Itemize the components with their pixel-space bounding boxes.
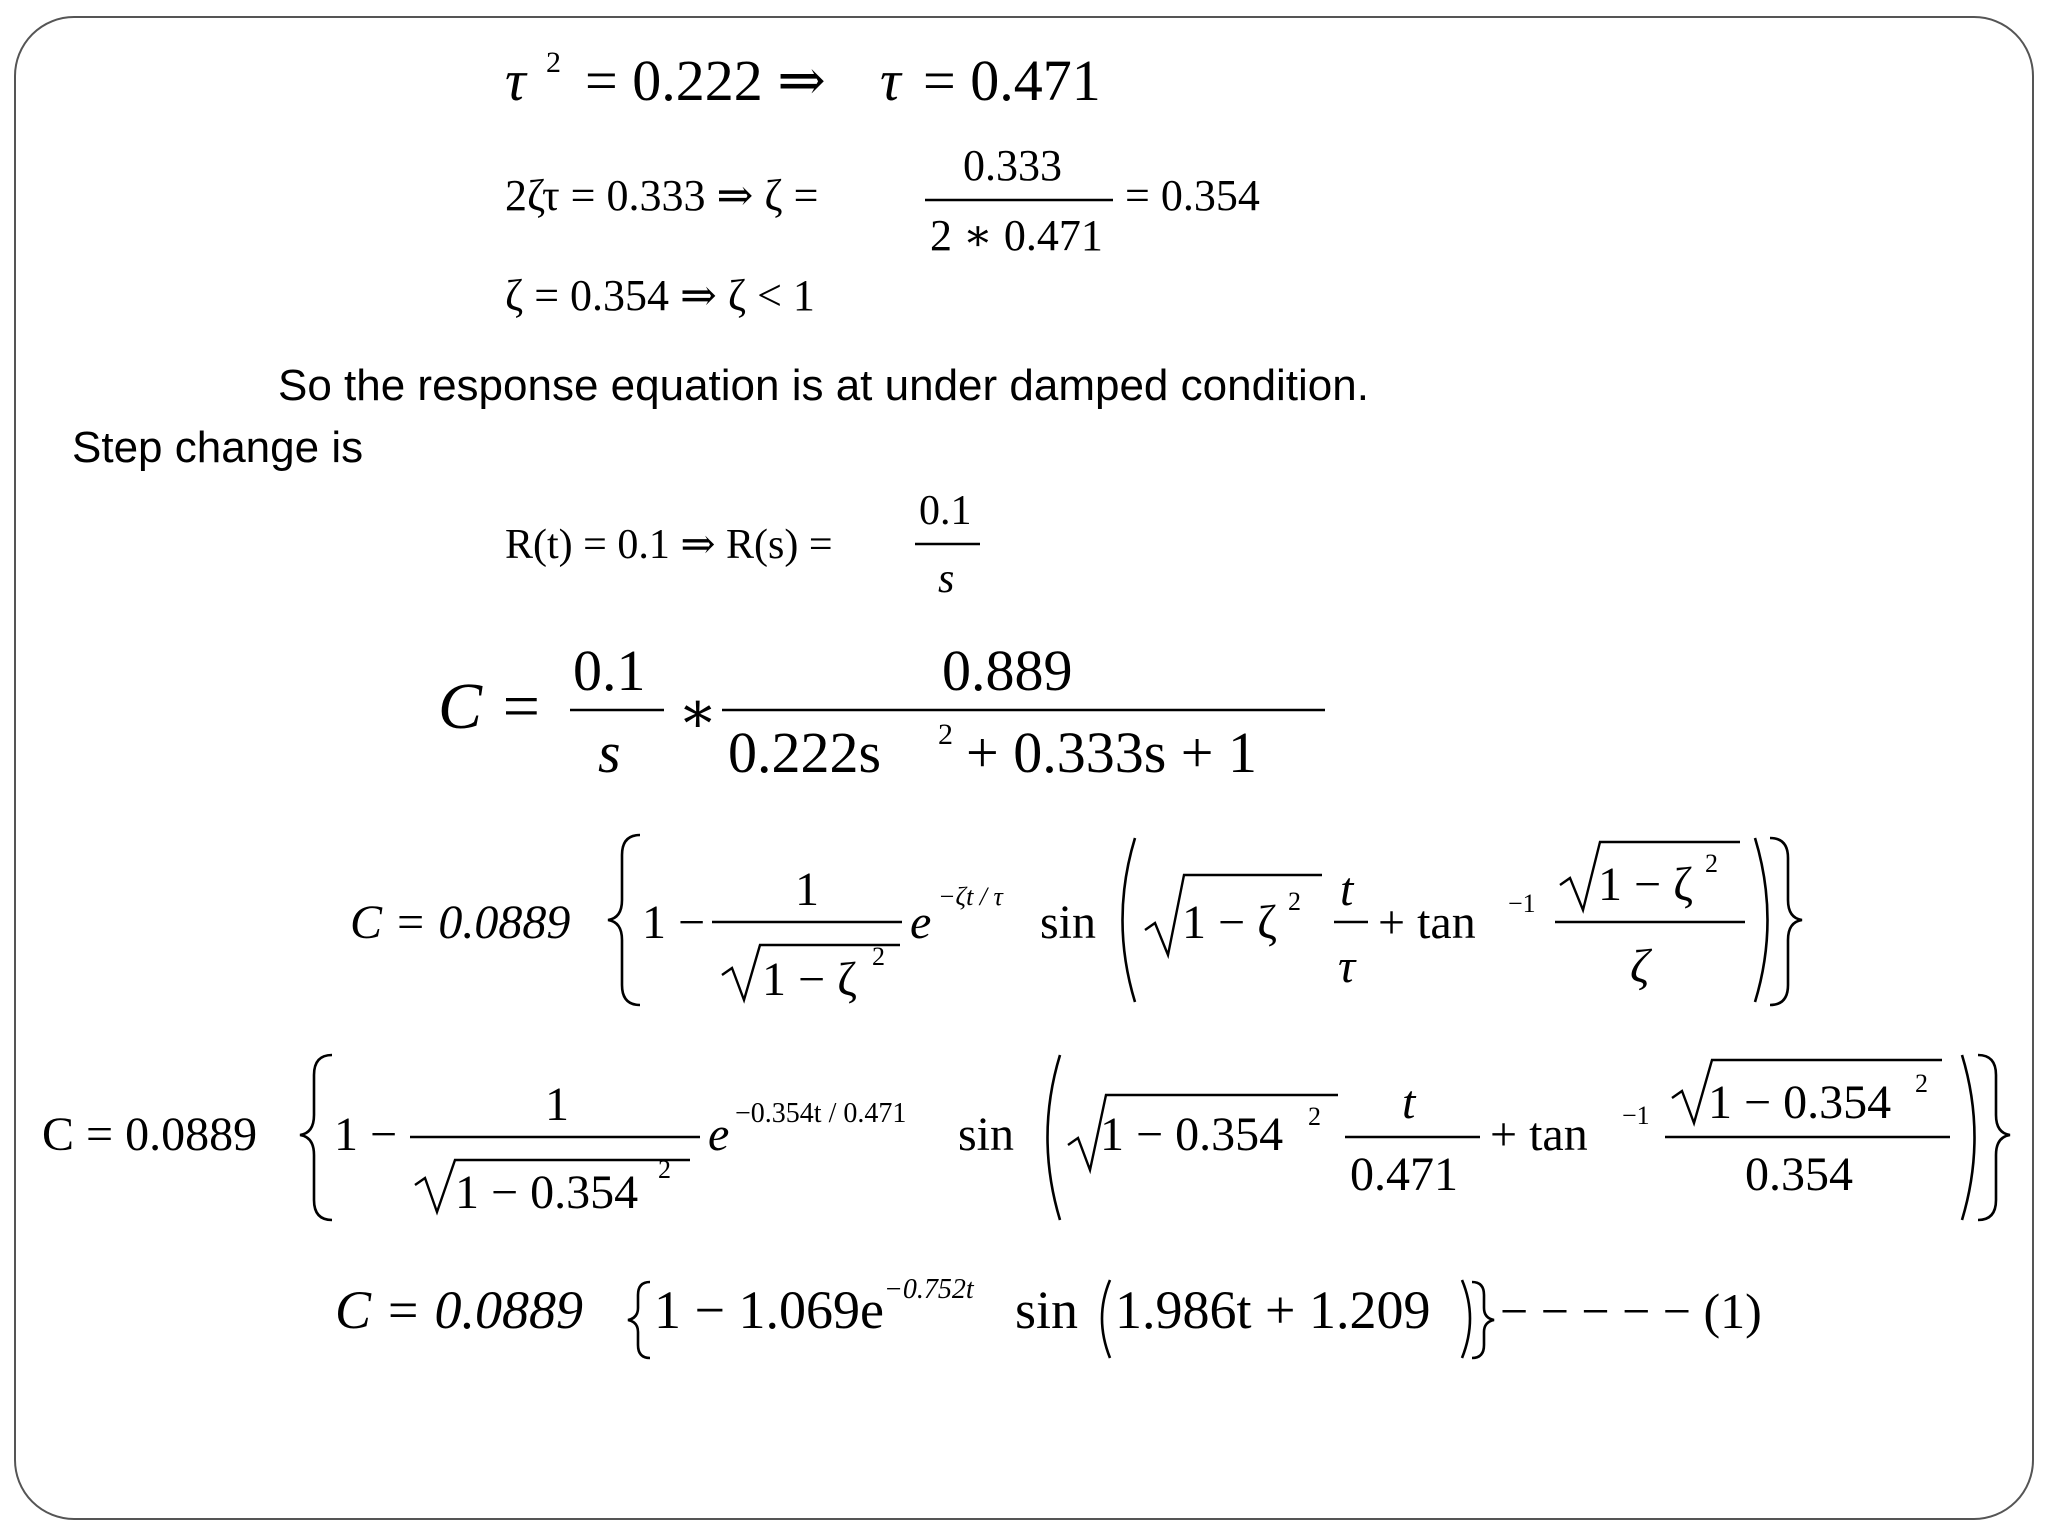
c-general-den2: ζ (1630, 940, 1650, 993)
c-general-left-brace (608, 835, 640, 1005)
c-transfer-den1: s (598, 720, 621, 785)
c-numeric-lhs: C = 0.0889 (42, 1108, 258, 1161)
c-general-exponent: −ζt / τ (938, 882, 1003, 911)
c-general-sin: sin (1040, 896, 1097, 949)
c-numeric-inverse: −1 (1622, 1101, 1650, 1130)
c-general-right-paren (1755, 838, 1768, 1002)
underdamped-text: So the response equation is at under damped condition. (278, 361, 1369, 410)
c-numeric-left-brace (300, 1055, 332, 1220)
tau-symbol-2: τ (880, 48, 901, 113)
c-transfer-num1: 0.1 (573, 638, 646, 703)
equation-zeta (505, 141, 1260, 260)
step-change-text: Step change is (72, 423, 364, 472)
step-denominator: s (938, 556, 955, 602)
c-general-one-minus: 1 − (642, 896, 706, 949)
c-numeric-e: e (708, 1108, 730, 1161)
equation-step (505, 488, 980, 602)
c-transfer-multiply: ∗ (678, 680, 718, 745)
c-general-lhs: C = 0.0889 (350, 896, 571, 949)
c-numeric-one-minus: 1 − (334, 1108, 398, 1161)
zeta-numerator: 0.333 (963, 141, 1062, 190)
c-transfer-den2b: + 0.333s + 1 (966, 720, 1257, 785)
c-transfer-lhs: C = (438, 670, 544, 743)
equation-c-final (335, 1274, 1762, 1358)
zeta-result: = 0.354 (1125, 171, 1260, 220)
c-general-root-exp: 2 (1288, 887, 1301, 916)
tau-symbol: τ (505, 48, 526, 113)
c-final-right-brace (1472, 1282, 1494, 1358)
tau-value: = 0.222 ⇒ (585, 48, 826, 113)
c-general-tau: τ (1338, 940, 1356, 993)
c-numeric-sin: sin (958, 1108, 1015, 1161)
c-numeric-right-paren (1962, 1055, 1975, 1220)
c-final-tail: − − − − − (1) (1500, 1283, 1762, 1339)
c-numeric-den-exp: 2 (658, 1155, 671, 1184)
c-numeric-right-brace (1978, 1055, 2010, 1220)
tau-result: = 0.471 (923, 48, 1101, 113)
c-numeric-exponent: −0.354t / 0.471 (735, 1098, 907, 1129)
c-numeric-den2: 0.354 (1745, 1148, 1853, 1201)
step-numerator: 0.1 (919, 488, 972, 534)
c-general-numerator: 1 (795, 863, 819, 916)
step-lhs: R(t) = 0.1 ⇒ R(s) = (505, 522, 833, 568)
equation-c-general (350, 835, 1802, 1006)
c-transfer-num2: 0.889 (942, 638, 1073, 703)
c-general-inverse: −1 (1508, 889, 1536, 918)
zeta-condition: ζ = 0.354 ⇒ ζ < 1 (505, 271, 815, 320)
c-general-right-brace (1770, 838, 1802, 1005)
c-general-left-paren (1123, 838, 1136, 1002)
c-general-num2-exp: 2 (1705, 849, 1718, 878)
c-final-left-paren (1102, 1280, 1110, 1358)
c-final-arg: 1.986t + 1.209 (1115, 1280, 1431, 1340)
c-final-left-brace (628, 1282, 650, 1358)
zeta-lhs: 2ζτ = 0.333 ⇒ ζ = (505, 171, 819, 220)
c-general-plus-tan: + tan (1378, 896, 1476, 949)
c-numeric-num2: 1 − 0.354 (1708, 1076, 1892, 1129)
zeta-denominator: 2 ∗ 0.471 (930, 211, 1103, 260)
c-transfer-den2a: 0.222s (728, 720, 882, 785)
c-final-body: 1 − 1.069e (654, 1280, 884, 1340)
c-transfer-den2-exp: 2 (938, 718, 953, 751)
c-general-den-exp: 2 (872, 942, 885, 971)
c-numeric-left-paren (1048, 1055, 1061, 1220)
c-general-num2: 1 − ζ (1598, 858, 1693, 911)
c-numeric-numerator: 1 (545, 1078, 569, 1131)
c-final-exponent: −0.752t (884, 1274, 974, 1305)
c-final-lhs: C = 0.0889 (335, 1280, 583, 1340)
c-final-right-paren (1462, 1280, 1470, 1358)
equation-tau (505, 46, 1101, 113)
c-numeric-plus-tan: + tan (1490, 1108, 1588, 1161)
c-numeric-root-exp: 2 (1308, 1102, 1321, 1131)
c-numeric-tdiv: 0.471 (1350, 1148, 1458, 1201)
equation-c-numeric (42, 1055, 2010, 1220)
c-numeric-num2-exp: 2 (1915, 1069, 1928, 1098)
c-general-e: e (910, 896, 932, 949)
c-general-root-arg: 1 − ζ (1182, 896, 1277, 949)
c-numeric-t: t (1402, 1076, 1416, 1129)
tau-exponent: 2 (546, 46, 561, 79)
c-general-den: 1 − ζ (762, 953, 857, 1006)
c-final-sin: sin (1015, 1280, 1079, 1340)
c-general-t: t (1340, 863, 1354, 916)
c-numeric-den: 1 − 0.354 (455, 1166, 639, 1219)
c-numeric-root-arg: 1 − 0.354 (1100, 1108, 1284, 1161)
equation-c-transfer (438, 638, 1325, 785)
